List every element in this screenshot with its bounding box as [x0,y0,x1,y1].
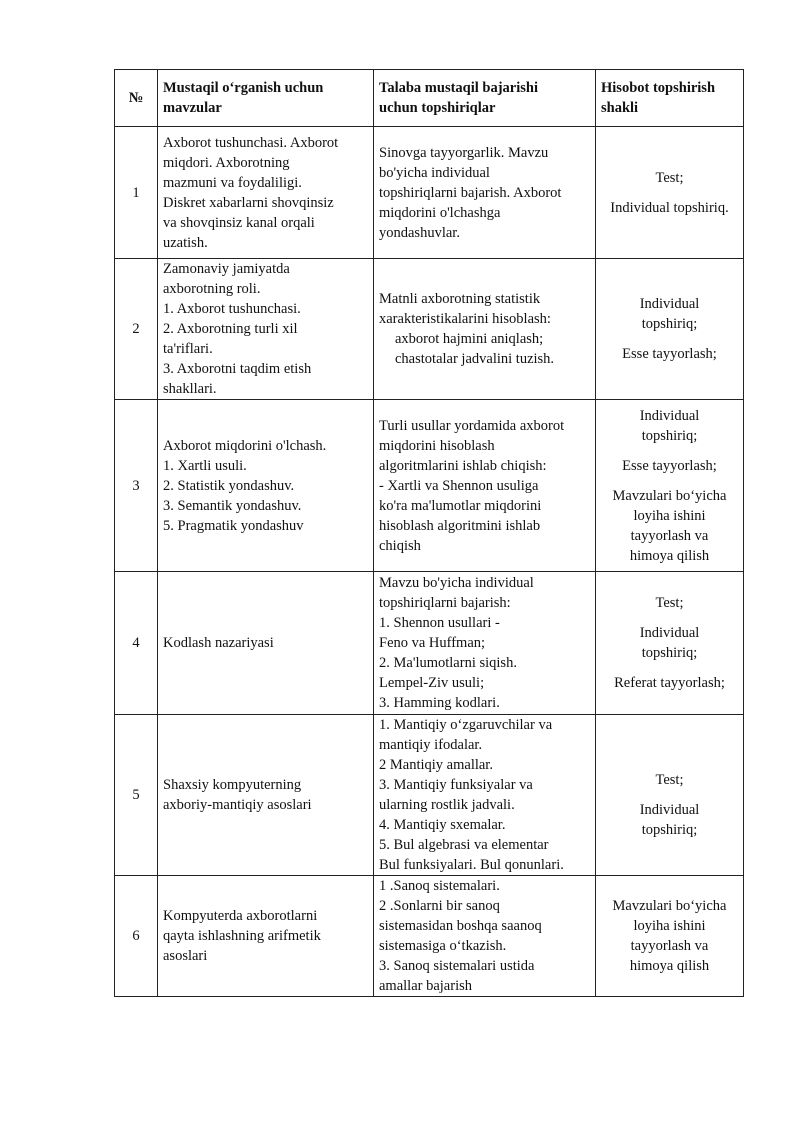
row-number: 1 [115,127,158,259]
task-line: ko'ra ma'lumotlar miqdorini [379,497,542,514]
topic-line: 5. Pragmatik yondashuv [163,517,304,534]
report-item [601,344,738,364]
report-cell [596,876,744,997]
task-line: topshiriqlarni bajarish: [379,595,511,611]
header-report [596,70,744,127]
report-line: loyiha ishini [633,507,706,524]
task-line: ularning rostlik jadvali. [379,797,515,813]
report-line: Test; [655,595,684,611]
topic-line: asoslari [163,948,208,964]
task-line: Sinovga tayyorgarlik. Mavzu [379,144,549,161]
topic-cell [158,127,374,259]
header-topics-line: Mustaqil o‘rganish uchun [163,80,324,96]
topic-line: shakllari. [163,381,217,397]
report-cell [596,259,744,400]
task-line: 3. Hamming kodlari. [379,695,500,711]
report-line: Individual [639,802,700,818]
table-row [115,259,744,400]
report-line: tayyorlash va [630,527,709,544]
task-line: mantiqiy ifodalar. [379,737,483,753]
topic-line: Diskret xabarlarni shovqinsiz [163,194,334,211]
task-cell [374,400,596,572]
task-line: yondashuvlar. [379,224,460,241]
topic-line: mazmuni va foydaliligi. [163,174,302,191]
task-line: sistemasiga o‘tkazish. [379,938,507,954]
table-row [115,715,744,876]
row-number: 3 [115,400,158,572]
task-line: Feno va Huffman; [379,635,486,651]
topic-cell [158,876,374,997]
task-line: 3. Mantiqiy funksiyalar va [379,777,533,793]
task-cell [374,572,596,715]
task-line: topshiriqlarni bajarish. Axborot [379,184,562,201]
task-line: 2 .Sonlarni bir sanoq [379,898,500,914]
header-topics [158,70,374,127]
table-row [115,876,744,997]
report-line: Esse tayyorlash; [622,346,717,362]
table-row [115,400,744,572]
topic-line: Kompyuterda axborotlarni [163,908,318,924]
report-line: Test; [655,169,684,186]
topic-line: Axborot tushunchasi. Axborot [163,134,339,151]
topic-line: Axborot miqdorini o'lchash. [163,437,327,454]
report-item [601,168,738,188]
row-number: 4 [115,572,158,715]
task-line: miqdorini o'lchashga [379,204,501,221]
report-line: Mavzulari bo‘yicha [612,487,727,504]
row-number: 2 [115,259,158,400]
topic-line: ta'riflari. [163,341,213,357]
report-item [601,294,738,334]
task-line: Matnli axborotning statistik [379,291,541,307]
task-line: 5. Bul algebrasi va elementar [379,837,549,853]
task-line: - Xartli va Shennon usuliga [379,477,539,494]
header-num: № [115,70,158,127]
task-line: amallar bajarish [379,978,472,994]
task-line: axborot hajmini aniqlash; [395,331,544,347]
report-line: Individual [639,625,700,641]
report-line: tayyorlash va [630,938,709,954]
topic-line: 1. Xartli usuli. [163,457,247,474]
task-line: hisoblash algoritmini ishlab [379,517,541,534]
report-item [601,770,738,790]
task-line: 1. Mantiqiy o‘zgaruvchilar va [379,717,553,733]
report-line: topshiriq; [641,645,698,661]
report-item [601,593,738,613]
topic-cell [158,715,374,876]
task-line: Mavzu bo'yicha individual [379,575,534,591]
report-item [601,486,738,566]
report-cell [596,572,744,715]
header-tasks-line: uchun topshiriqlar [379,100,496,116]
table-row [115,127,744,259]
topic-cell [158,572,374,715]
task-cell [374,876,596,997]
topic-line: 2. Axborotning turli xil [163,321,298,337]
task-line: 3. Sanoq sistemalari ustida [379,958,535,974]
row-number: 6 [115,876,158,997]
report-cell [596,400,744,572]
task-line: 2. Ma'lumotlarni siqish. [379,655,517,671]
report-item [601,198,738,218]
task-line: 4. Mantiqiy sxemalar. [379,817,506,833]
report-line: Mavzulari bo‘yicha [612,898,727,914]
report-line: topshiriq; [641,427,698,444]
topic-line: miqdori. Axborotning [163,154,290,171]
report-line: Individual [639,296,700,312]
report-item [601,406,738,446]
topic-line: 2. Statistik yondashuv. [163,477,295,494]
row-number: 5 [115,715,158,876]
report-line: topshiriq; [641,822,698,838]
task-line: sistemasidan boshqa saanoq [379,918,542,934]
report-line: Esse tayyorlash; [622,457,717,474]
topic-line: axborotning roli. [163,281,261,297]
report-item [601,896,738,976]
task-line: bo'yicha individual [379,164,490,181]
task-cell [374,259,596,400]
topic-line: uzatish. [163,234,208,251]
topic-line: 3. Axborotni taqdim etish [163,361,312,377]
task-line: algoritmlarini ishlab chiqish: [379,457,547,474]
report-line: Individual [639,407,700,424]
task-line: Bul funksiyalari. Bul qonunlari. [379,857,564,873]
report-line: Individual topshiriq. [610,199,729,216]
report-line: himoya qilish [629,547,710,564]
report-item [601,673,738,693]
task-line: Turli usullar yordamida axborot [379,417,565,434]
task-line: chiqish [379,537,421,554]
topic-line: Shaxsiy kompyuterning [163,777,302,793]
table-row [115,572,744,715]
topic-line: Kodlash nazariyasi [163,635,274,651]
header-topics-line: mavzular [163,100,222,116]
task-line: miqdorini hisoblash [379,437,495,454]
header-row [115,70,744,127]
topic-cell [158,259,374,400]
report-item [601,800,738,840]
report-line: loyiha ishini [633,918,706,934]
topic-line: axboriy-mantiqiy asoslari [163,797,312,813]
report-line: topshiriq; [641,316,698,332]
task-line: Lempel-Ziv usuli; [379,675,485,691]
task-line: 1. Shennon usullari - [379,615,500,631]
task-line: 2 Mantiqiy amallar. [379,757,493,773]
task-cell [374,127,596,259]
report-line: himoya qilish [629,958,710,974]
topic-line: 1. Axborot tushunchasi. [163,301,301,317]
topic-line: va shovqinsiz kanal orqali [163,214,315,231]
report-cell [596,715,744,876]
topic-line: qayta ishlashning arifmetik [163,928,321,944]
report-line: Test; [655,772,684,788]
task-cell [374,715,596,876]
task-line: xarakteristikalarini hisoblash: [379,311,551,327]
task-line: chastotalar jadvalini tuzish. [395,351,555,367]
header-tasks-line: Talaba mustaqil bajarishi [379,80,539,96]
report-item [601,623,738,663]
header-report-line: Hisobot topshirish [601,80,716,96]
topic-line: 3. Semantik yondashuv. [163,497,302,514]
report-cell [596,127,744,259]
report-line: Referat tayyorlash; [614,675,725,691]
topic-line: Zamonaviy jamiyatda [163,261,290,277]
task-line: 1 .Sanoq sistemalari. [379,878,500,894]
syllabus-table [114,69,744,997]
topic-cell [158,400,374,572]
header-tasks [374,70,596,127]
report-item [601,456,738,476]
header-report-line: shakli [601,100,639,116]
